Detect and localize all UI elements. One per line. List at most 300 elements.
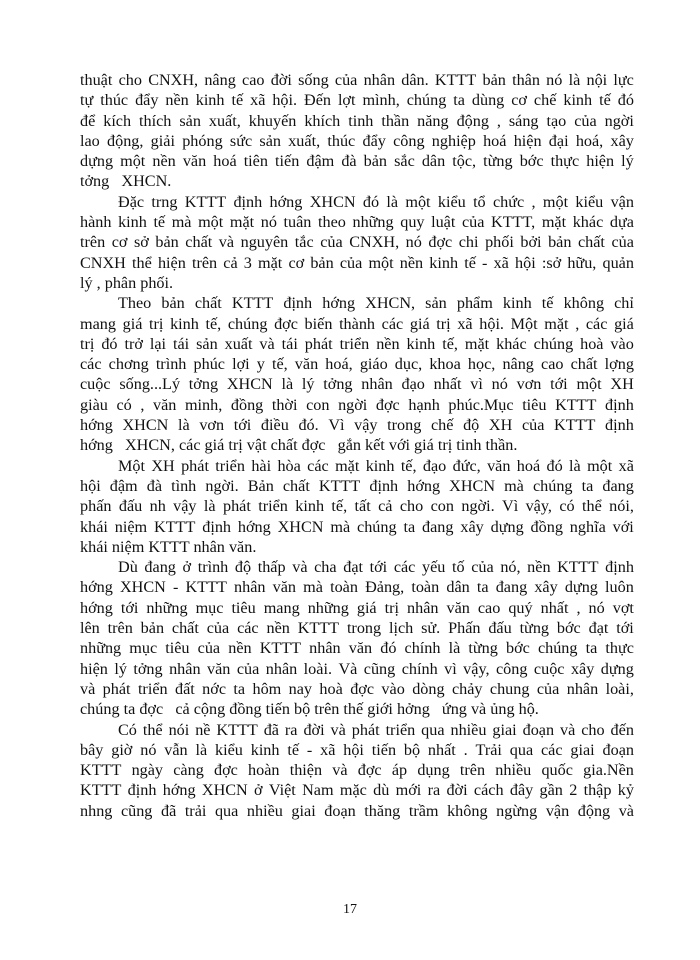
word: thấp	[257, 558, 286, 577]
text-line	[80, 415, 634, 435]
word: giai	[570, 740, 595, 759]
word: và	[618, 801, 634, 820]
text-line	[80, 192, 634, 212]
word: cuộc	[80, 375, 111, 394]
word: kinh	[406, 334, 436, 353]
word: một	[576, 375, 602, 394]
word: ta	[233, 679, 246, 698]
word: hội	[343, 740, 364, 759]
word: mặt	[544, 314, 569, 333]
word: nhất	[433, 375, 462, 394]
word: kiểu	[215, 740, 243, 759]
word: dựng	[600, 659, 634, 678]
word: nó	[260, 213, 277, 232]
word: chúng	[357, 517, 397, 536]
text-line	[80, 476, 634, 496]
word: đoạn	[324, 801, 356, 820]
word: cơ	[288, 253, 305, 272]
word: và	[218, 233, 235, 252]
word: hoá	[516, 456, 541, 475]
word: cách	[473, 781, 504, 800]
word: mà	[303, 578, 323, 597]
word: đó	[101, 334, 118, 353]
word: cho	[118, 71, 142, 89]
word: kinh	[365, 456, 395, 475]
text-line	[80, 293, 634, 313]
word: là	[386, 192, 399, 211]
text-line	[80, 557, 634, 577]
word: văn	[207, 659, 231, 678]
word: có	[116, 395, 132, 414]
word: động,	[107, 131, 144, 150]
word: đậm	[109, 476, 138, 495]
word: nói,	[609, 497, 634, 516]
word: nghĩa	[569, 517, 606, 536]
word: xuất,	[288, 131, 321, 150]
word: đến	[610, 720, 634, 739]
word: dựa	[609, 213, 634, 232]
word: là	[203, 497, 216, 516]
word: nhân	[407, 598, 439, 617]
word: giá	[409, 314, 430, 333]
word: tới	[120, 598, 139, 617]
word: hữu,	[567, 253, 597, 272]
word: lực	[613, 71, 634, 89]
word: ta	[585, 639, 598, 658]
word: nó	[588, 598, 605, 617]
word: quy	[400, 213, 425, 232]
word: trên	[191, 253, 218, 272]
word: nề	[195, 720, 211, 739]
text-line	[80, 395, 634, 415]
word: của	[320, 233, 343, 252]
word: giá	[122, 314, 143, 333]
word: định	[605, 416, 634, 435]
word: chất	[194, 294, 222, 313]
word: giá	[356, 598, 377, 617]
word: Bản	[247, 476, 274, 495]
word: hớng	[80, 578, 113, 597]
word: KTTT	[154, 517, 196, 536]
word: hội.	[479, 314, 504, 333]
word: nhiều	[450, 720, 487, 739]
word: và	[259, 334, 275, 353]
word: tái	[281, 334, 298, 353]
word: công	[496, 659, 528, 678]
word: biến	[304, 314, 333, 333]
word: sống...Lý	[119, 375, 181, 394]
word: giai	[492, 720, 517, 739]
word: một	[587, 456, 613, 475]
text-line	[80, 780, 634, 800]
word: ta	[581, 476, 594, 495]
word: những	[352, 213, 394, 232]
text-line	[80, 314, 634, 334]
word: hoà	[580, 334, 604, 353]
word: cao	[477, 598, 501, 617]
word: XH	[488, 416, 513, 435]
word: để	[80, 111, 96, 130]
word: tất	[354, 497, 371, 516]
word: phúc	[193, 355, 225, 374]
word: vợt	[612, 598, 634, 617]
word: dựng	[564, 578, 598, 597]
word: thực	[605, 639, 634, 658]
text-line	[80, 151, 634, 171]
word: một	[405, 192, 431, 211]
word: là	[448, 639, 461, 658]
word: Vì	[328, 416, 345, 435]
text-line	[80, 740, 634, 760]
word: nh	[149, 497, 166, 516]
word: mới	[395, 781, 422, 800]
word: chất	[171, 619, 199, 638]
word: kích	[103, 111, 132, 130]
word: bản	[363, 152, 388, 171]
word: tế	[287, 740, 300, 759]
word: chất	[577, 233, 605, 252]
word: chúng	[227, 314, 268, 333]
word: đợc	[214, 761, 238, 780]
word: trị	[436, 314, 451, 333]
word: ngời	[338, 395, 368, 414]
word: đợc	[428, 233, 453, 252]
word: giá	[614, 314, 634, 333]
word: ngời.	[461, 497, 495, 516]
word: nói	[168, 720, 190, 739]
word: dục,	[394, 355, 423, 374]
word: hiện	[513, 131, 542, 150]
word: là	[178, 416, 190, 435]
word: từng	[468, 639, 498, 658]
word: CNXH,	[148, 71, 199, 89]
word: sức	[229, 131, 253, 150]
text-line: hớng XHCN, các giá trị vật chất đợc gắn kết với giá trị tinh thần.	[80, 436, 518, 455]
word: KTTT	[80, 761, 122, 780]
word: thời	[271, 395, 298, 414]
word: xã	[250, 91, 266, 110]
word: xây	[570, 659, 595, 678]
word: hoà	[319, 679, 343, 698]
word: ra	[427, 781, 441, 800]
word: hòa	[277, 456, 301, 475]
word: dựng	[490, 517, 524, 536]
word: xuất,	[208, 111, 241, 130]
word: nhân	[265, 659, 298, 678]
text-line: tởng XHCN.	[80, 172, 172, 191]
text-line	[80, 90, 634, 110]
text-line: khái niệm KTTT nhân văn.	[80, 537, 257, 556]
word: gần	[539, 781, 563, 800]
word: KTTT	[231, 294, 274, 313]
word: văn	[294, 355, 319, 374]
word: ngày	[131, 761, 164, 780]
word: ,	[140, 395, 145, 414]
word: đấu	[488, 619, 512, 638]
word: văn	[348, 639, 373, 658]
text-line	[80, 577, 634, 597]
word: nó	[405, 233, 422, 252]
word: và	[560, 720, 576, 739]
word: những	[146, 598, 188, 617]
word: là	[568, 71, 581, 89]
word: kỷ	[617, 781, 634, 800]
word: theo	[318, 213, 346, 232]
word: một	[542, 192, 569, 211]
word: Đặc	[118, 192, 145, 211]
word: triển	[215, 456, 245, 475]
word: nhân	[363, 71, 396, 89]
word: phát	[222, 497, 251, 516]
word: :sở	[541, 253, 562, 272]
word: trải	[184, 801, 207, 820]
text-line	[80, 212, 634, 232]
word: chung	[489, 679, 530, 698]
word: đang	[144, 558, 176, 577]
word: mặt	[335, 456, 360, 475]
word: là	[281, 375, 294, 394]
word: bản	[482, 71, 506, 89]
word: thích	[139, 111, 172, 130]
word: 2	[569, 781, 578, 800]
word: tế	[153, 213, 166, 232]
word: kinh	[429, 253, 459, 272]
word: tinh	[348, 111, 374, 130]
word: đợc	[375, 395, 400, 414]
word: các	[237, 619, 259, 638]
word: KTTT	[259, 639, 302, 658]
word: XHCN	[119, 578, 166, 597]
text-line	[80, 374, 634, 394]
word: của	[461, 213, 485, 232]
word: bản	[310, 253, 334, 272]
word: dùng	[471, 91, 505, 110]
word: y	[256, 355, 265, 374]
word: năng	[417, 111, 449, 130]
word: các	[585, 314, 608, 333]
word: không	[447, 801, 488, 820]
word: tiến	[275, 152, 300, 171]
word: cả	[223, 253, 238, 272]
word: tự	[80, 91, 94, 110]
word: đà	[146, 476, 162, 495]
document-body	[80, 70, 634, 890]
word: cũng	[120, 801, 153, 820]
word: đã	[263, 720, 279, 739]
word: chi	[458, 233, 479, 252]
word: đoạn	[602, 740, 634, 759]
word: từng	[519, 619, 550, 638]
word: có	[559, 497, 575, 516]
word: XHCN	[277, 517, 324, 536]
word: hiện	[157, 253, 186, 272]
word: tế,	[205, 314, 222, 333]
word: niệm	[114, 517, 148, 536]
word: chất	[282, 476, 310, 495]
text-line	[80, 801, 634, 821]
word: dù	[373, 781, 390, 800]
word: triển	[385, 720, 416, 739]
word: XHCN	[309, 192, 356, 211]
word: khuyến	[248, 111, 297, 130]
word: hớng	[269, 192, 303, 211]
word: mà	[504, 476, 524, 495]
word: vơn	[199, 416, 225, 435]
word: tạo	[546, 111, 567, 130]
word: bớc	[519, 152, 544, 171]
word: hiện	[586, 152, 615, 171]
word: kinh	[502, 294, 532, 313]
word: 3	[243, 253, 252, 272]
word: trở	[124, 334, 143, 353]
word: hớng	[237, 517, 271, 536]
word: đợc	[350, 679, 375, 698]
word: tổ	[473, 192, 486, 211]
word: giáo	[359, 355, 388, 374]
text-line: lý , phân phối.	[80, 273, 174, 292]
word: mang	[263, 598, 300, 617]
word: đợc	[357, 761, 382, 780]
word: tới	[616, 619, 634, 638]
word: kiểu	[575, 192, 604, 211]
word: kinh	[170, 314, 199, 333]
word: nay	[288, 679, 313, 698]
word: trầm	[408, 801, 439, 820]
word: một	[198, 213, 224, 232]
word: hớng	[322, 294, 356, 313]
word: chỉ	[614, 294, 634, 313]
word: quốc	[541, 761, 573, 780]
word: từng	[483, 152, 513, 171]
text-line	[80, 111, 634, 131]
word: kinh	[563, 91, 593, 110]
word: hài	[251, 456, 272, 475]
word: xã	[457, 314, 473, 333]
word: minh,	[184, 395, 223, 414]
word: hoàn	[248, 761, 280, 780]
word: nâng	[204, 71, 236, 89]
word: nhất	[427, 740, 456, 759]
text-line	[80, 760, 634, 780]
word: sản	[196, 334, 218, 353]
word: đồng	[230, 395, 264, 414]
word: là	[569, 456, 581, 475]
word: KTTT	[557, 558, 599, 577]
word: XHCN,	[365, 294, 416, 313]
word: là	[195, 740, 208, 759]
word: trong	[387, 416, 422, 435]
word: của	[236, 659, 260, 678]
word: KTTT	[318, 476, 361, 495]
word: đậm	[306, 152, 335, 171]
word: cũng	[363, 659, 396, 678]
text-line	[80, 679, 634, 699]
word: dân	[421, 152, 446, 171]
word: đã	[160, 801, 177, 820]
word: tuân	[283, 213, 312, 232]
word: cuộc	[533, 659, 565, 678]
word: và	[292, 558, 308, 577]
word: đó	[362, 192, 380, 211]
word: kiểu	[437, 192, 466, 211]
word: và	[332, 761, 348, 780]
word: phối	[485, 233, 514, 252]
word: các	[541, 740, 563, 759]
word: chế	[533, 91, 557, 110]
word: hiện	[80, 659, 108, 678]
text-line: chúng ta đợc cả cộng đồng tiến bộ trên thế giới hởng ứng và ủng hộ.	[80, 700, 539, 719]
word: trên	[107, 619, 133, 638]
word: mà	[171, 213, 192, 232]
word: hành	[80, 213, 112, 232]
word: định	[202, 517, 232, 536]
word: đà	[341, 152, 357, 171]
word: xây	[610, 131, 634, 150]
word: văn	[182, 152, 207, 171]
word: Đảng,	[365, 578, 405, 597]
word: đạt	[343, 558, 363, 577]
word: tiến	[371, 740, 397, 759]
word: gia.Nền	[583, 761, 634, 780]
word: lên	[80, 619, 100, 638]
word: triển	[258, 497, 288, 516]
word: cho	[581, 720, 605, 739]
word: văn	[272, 578, 297, 597]
word: tởng	[188, 375, 219, 394]
word: yếu	[422, 558, 446, 577]
word: thúc	[327, 131, 356, 150]
word: vậy,	[463, 659, 490, 678]
word: thể	[132, 253, 152, 272]
word: hội	[515, 253, 536, 272]
word: đồng	[530, 517, 563, 536]
word: dựng	[80, 152, 114, 171]
word: khái	[80, 517, 108, 536]
word: những	[307, 598, 349, 617]
word: -	[482, 253, 488, 272]
word: cao	[242, 71, 265, 89]
word: lý	[114, 659, 127, 678]
word: vậy	[354, 416, 378, 435]
word: tế,	[400, 456, 417, 475]
word: lại	[149, 334, 167, 353]
text-line	[80, 131, 634, 151]
word: định	[605, 558, 634, 577]
word: phóng	[182, 131, 223, 150]
word: một	[120, 152, 146, 171]
word: Vì	[502, 497, 519, 516]
word: Một	[510, 314, 538, 333]
word: định	[369, 476, 399, 495]
word: đạo	[422, 456, 447, 475]
word: văn	[152, 395, 177, 414]
word: ở	[254, 781, 263, 800]
word: quản	[602, 253, 634, 272]
word: của	[339, 253, 363, 272]
word: bớc	[556, 619, 581, 638]
word: độ	[234, 558, 252, 577]
word: nhân	[566, 679, 599, 698]
word: khác	[572, 213, 604, 232]
word: định	[233, 192, 263, 211]
word: vẫn	[164, 740, 188, 759]
word: sở	[133, 233, 149, 252]
word: kinh	[195, 91, 225, 110]
word: Theo	[118, 294, 152, 313]
word: tiêu	[231, 598, 256, 617]
text-line	[80, 618, 634, 638]
word: thiện	[289, 761, 323, 780]
